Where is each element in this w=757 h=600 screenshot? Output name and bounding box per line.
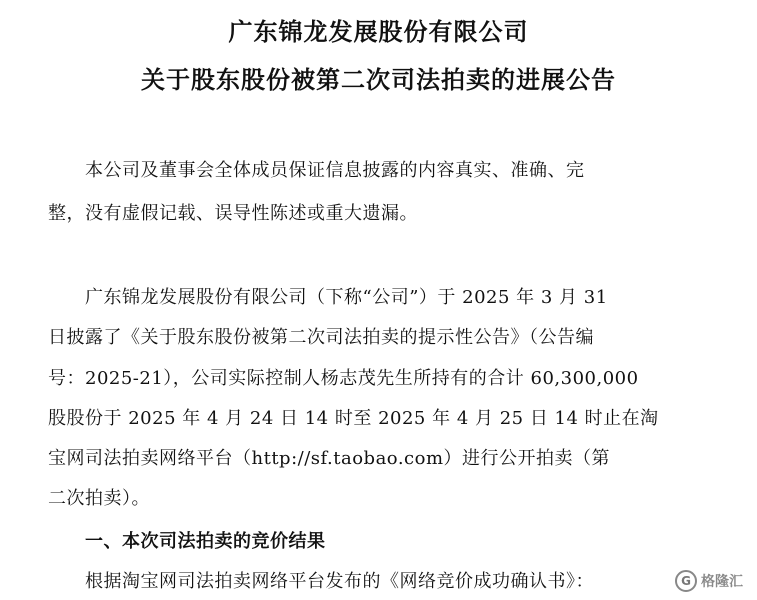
paragraph-2-line-1: 根据淘宝网司法拍卖网络平台发布的《网络竞价成功确认书》： [85, 571, 594, 592]
paragraph-1-line-1: 广东锦龙发展股份有限公司（下称“公司”）于 2025 年 3 月 31 [85, 287, 608, 308]
paragraph-1-line-3: 号：2025-21），公司实际控制人杨志茂先生所持有的合计 60,300,000 [48, 368, 639, 389]
statement-line-2: 整，没有虚假记载、误导性陈述或重大遗漏。 [48, 203, 418, 224]
announcement-title: 关于股东股份被第二次司法拍卖的进展公告 [141, 66, 616, 94]
paragraph-1-line-4: 股股份于 2025 年 4 月 24 日 14 时至 2025 年 4 月 25 日 14 时止在淘 [48, 408, 659, 429]
paragraph-1-line-5: 宝网司法拍卖网络平台（http://sf.taobao.com）进行公开拍卖（第 [48, 448, 611, 469]
gelonghui-watermark [671, 568, 747, 594]
company-name-title: 广东锦龙发展股份有限公司 [228, 18, 529, 46]
watermark-text: 格隆汇 [701, 574, 743, 590]
paragraph-1-line-2: 日披露了《关于股东股份被第二次司法拍卖的提示性公告》（公告编 [48, 327, 594, 348]
gelonghui-logo-icon: G [675, 570, 697, 592]
statement-line-1: 本公司及董事会全体成员保证信息披露的内容真实、准确、完 [85, 160, 585, 181]
paragraph-1-line-6: 二次拍卖）。 [48, 488, 150, 509]
section-1-heading: 一、本次司法拍卖的竞价结果 [85, 531, 326, 552]
